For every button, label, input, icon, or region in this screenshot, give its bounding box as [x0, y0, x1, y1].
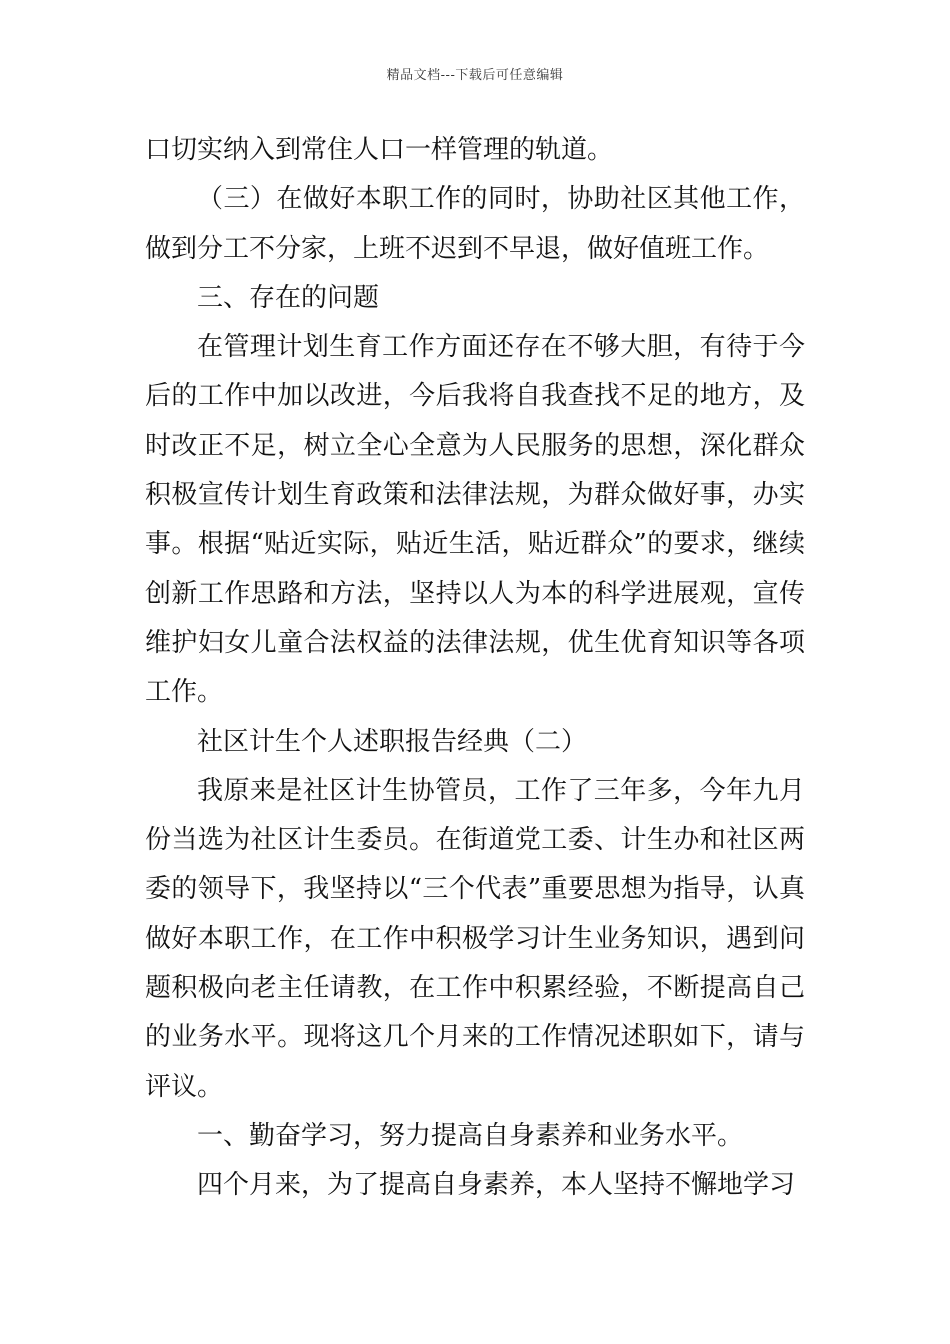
document-body	[145, 126, 805, 1211]
paragraph-8: 四个月来，为了提高自身素养，本人坚持不懈地学习	[197, 1170, 796, 1201]
section-heading-problems: 三、存在的问题	[197, 282, 380, 313]
paragraph-2: （三）在做好本职工作的同时，协助社区其他工作，做到分工不分家，上班不迟到不早退，做好值班工作。	[145, 184, 805, 264]
page-header: 精品文档---下载后可任意编辑	[386, 68, 564, 83]
report-title-two: 社区计生个人述职报告经典（二）	[197, 726, 588, 757]
paragraph-1: 口切实纳入到常住人口一样管理的轨道。	[145, 135, 614, 165]
paragraph-4: 在管理计划生育工作方面还存在不够大胆，有待于今后的工作中加以改进，今后我将自我查找不足的地方，及时改正不足，树立全心全意为人民服务的思想，深化群众积极宣传计划生育政策和法律法规，为群众做好事，办实事。根据“贴近实际，贴近生活，贴近群众”的要求，继续创新工作思路和方法，坚持以人为本的科学进展观，宣传维护妇女儿童合法权益的法律法规，优生优育知识等各项工作。	[145, 332, 805, 708]
section-heading-study: 一、勤奋学习，努力提高自身素养和业务水平。	[197, 1120, 744, 1151]
paragraph-6: 我原来是社区计生协管员，工作了三年多，今年九月份当选为社区计生委员。在街道党工委、计生办和社区两委的领导下，我坚持以“三个代表”重要思想为指导，认真做好本职工作，在工作中积极学习计生业务知识，遇到问题积极向老主任请教，在工作中积累经验，不断提高自己的业务水平。现将这几个月来的工作情况述职如下，请与评议。	[145, 775, 805, 1102]
